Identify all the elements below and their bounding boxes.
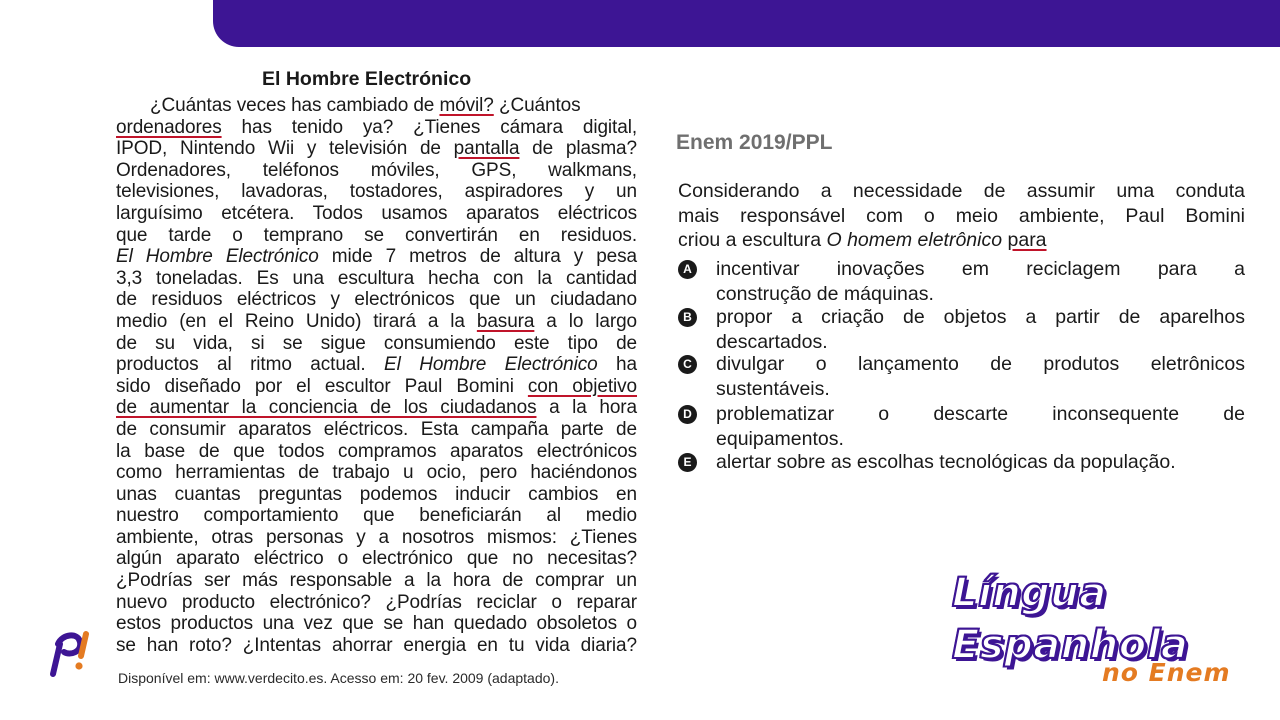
option-letter-badge: A	[678, 260, 697, 279]
article-line: algún aparato eléctrico o electrónico que no necesitas?	[116, 548, 637, 570]
article-line: 3,3 toneladas. Es una escultura hecha con la cantidad	[116, 267, 637, 289]
article-line: ordenadores has tenido ya? ¿Tienes cámara digital,	[116, 116, 637, 138]
option-text: sustentáveis.	[716, 377, 830, 400]
course-title-line: Língua	[952, 570, 1107, 616]
course-title-line: Espanhola	[952, 622, 1189, 668]
top-banner	[213, 0, 1280, 47]
option-text: divulgar o lançamento de produtos eletrônicos	[716, 353, 1245, 375]
article-line: IPOD, Nintendo Wii y televisión de pantalla de plasma?	[116, 138, 637, 160]
option-letter-badge: E	[678, 453, 697, 472]
option-letter-badge: D	[678, 405, 697, 424]
article-line: televisiones, lavadoras, tostadores, aspiradores y un	[116, 181, 637, 203]
article-line: unas cuantas preguntas podemos inducir cambios en	[116, 483, 637, 505]
option-text: propor a criação de objetos a partir de aparelhos	[716, 306, 1245, 328]
option-text: construção de máquinas.	[716, 282, 934, 305]
question-line: Considerando a necessidade de assumir uma conduta	[678, 180, 1245, 202]
article-line: de su vida, si se sigue consumiendo este tipo de	[116, 332, 637, 354]
article-line: ¿Cuántas veces has cambiado de móvil? ¿Cuántos	[150, 95, 581, 116]
option-letter-badge: C	[678, 355, 697, 374]
option-b[interactable]	[678, 305, 1245, 354]
article-line: ¿Podrías ser más responsable a la hora de comprar un	[116, 570, 637, 592]
article-line: medio (en el Reino Unido) tirará a la basura a lo largo	[116, 310, 638, 332]
question-line: criou a escultura O homem eletrônico para	[678, 229, 1047, 251]
option-d[interactable]	[678, 402, 1245, 451]
option-letter-badge: B	[678, 308, 697, 327]
article-line: Ordenadores, teléfonos móviles, GPS, walkmans,	[116, 159, 637, 181]
article-line: ambiente, otras personas y a nosotros mismos: ¿Tienes	[116, 526, 637, 548]
article-line: nuestro comportamiento que beneficiarán al medio	[116, 505, 637, 527]
option-c[interactable]	[678, 352, 1245, 401]
option-e[interactable]	[678, 450, 1245, 475]
course-subtitle: no Enem	[1102, 658, 1231, 687]
article-line: la base de que todos compramos aparatos electrónicos	[116, 440, 637, 462]
course-title-logo	[950, 566, 1250, 696]
option-text: incentivar inovações em reciclagem para a	[716, 258, 1245, 280]
option-text: descartados.	[716, 330, 828, 353]
option-text: equipamentos.	[716, 427, 844, 450]
article-line: de aumentar la conciencia de los ciudadanos a la hora	[116, 397, 637, 419]
article-line: de residuos eléctricos y electrónicos que un ciudadano	[116, 289, 637, 311]
article-body	[116, 95, 637, 656]
option-a[interactable]	[678, 257, 1245, 306]
article-line: se han roto? ¿Intentas ahorrar energia en tu vida diaria?	[116, 634, 637, 656]
article-line: El Hombre Electrónico mide 7 metros de altura y pesa	[116, 246, 638, 268]
article-line: productos al ritmo actual. El Hombre Electrónico ha	[116, 354, 637, 376]
article-title: El Hombre Electrónico	[262, 68, 472, 90]
option-text: problematizar o descarte inconsequente de	[716, 403, 1245, 425]
article-line: larguísimo etcétera. Todos usamos aparatos eléctricos	[116, 202, 637, 224]
option-text: alertar sobre as escolhas tecnológicas da população.	[716, 451, 1176, 473]
article-line: como herramientas de trabajo u ocio, pero haciéndonos	[116, 462, 637, 484]
article-line: nuevo producto electrónico? ¿Podrías reciclar o reparar	[116, 591, 637, 613]
question-stem	[678, 179, 1245, 253]
article-source: Disponível em: www.verdecito.es. Acesso em: 20 fev. 2009 (adaptado).	[118, 670, 559, 686]
article-line: sido diseñado por el escultor Paul Bomini con objetivo	[116, 375, 637, 397]
brand-logo-icon	[46, 626, 94, 678]
question-line: mais responsável com o meio ambiente, Paul Bomini	[678, 204, 1245, 227]
article-line: de consumir aparatos eléctricos. Esta campaña parte de	[116, 418, 637, 440]
article-line: estos productos una vez que se han quedado obsoletos o	[116, 613, 637, 635]
answer-options	[678, 257, 1245, 475]
exam-label: Enem 2019/PPL	[676, 131, 833, 154]
article-line: que tarde o temprano se convertirán en residuos.	[116, 224, 637, 246]
